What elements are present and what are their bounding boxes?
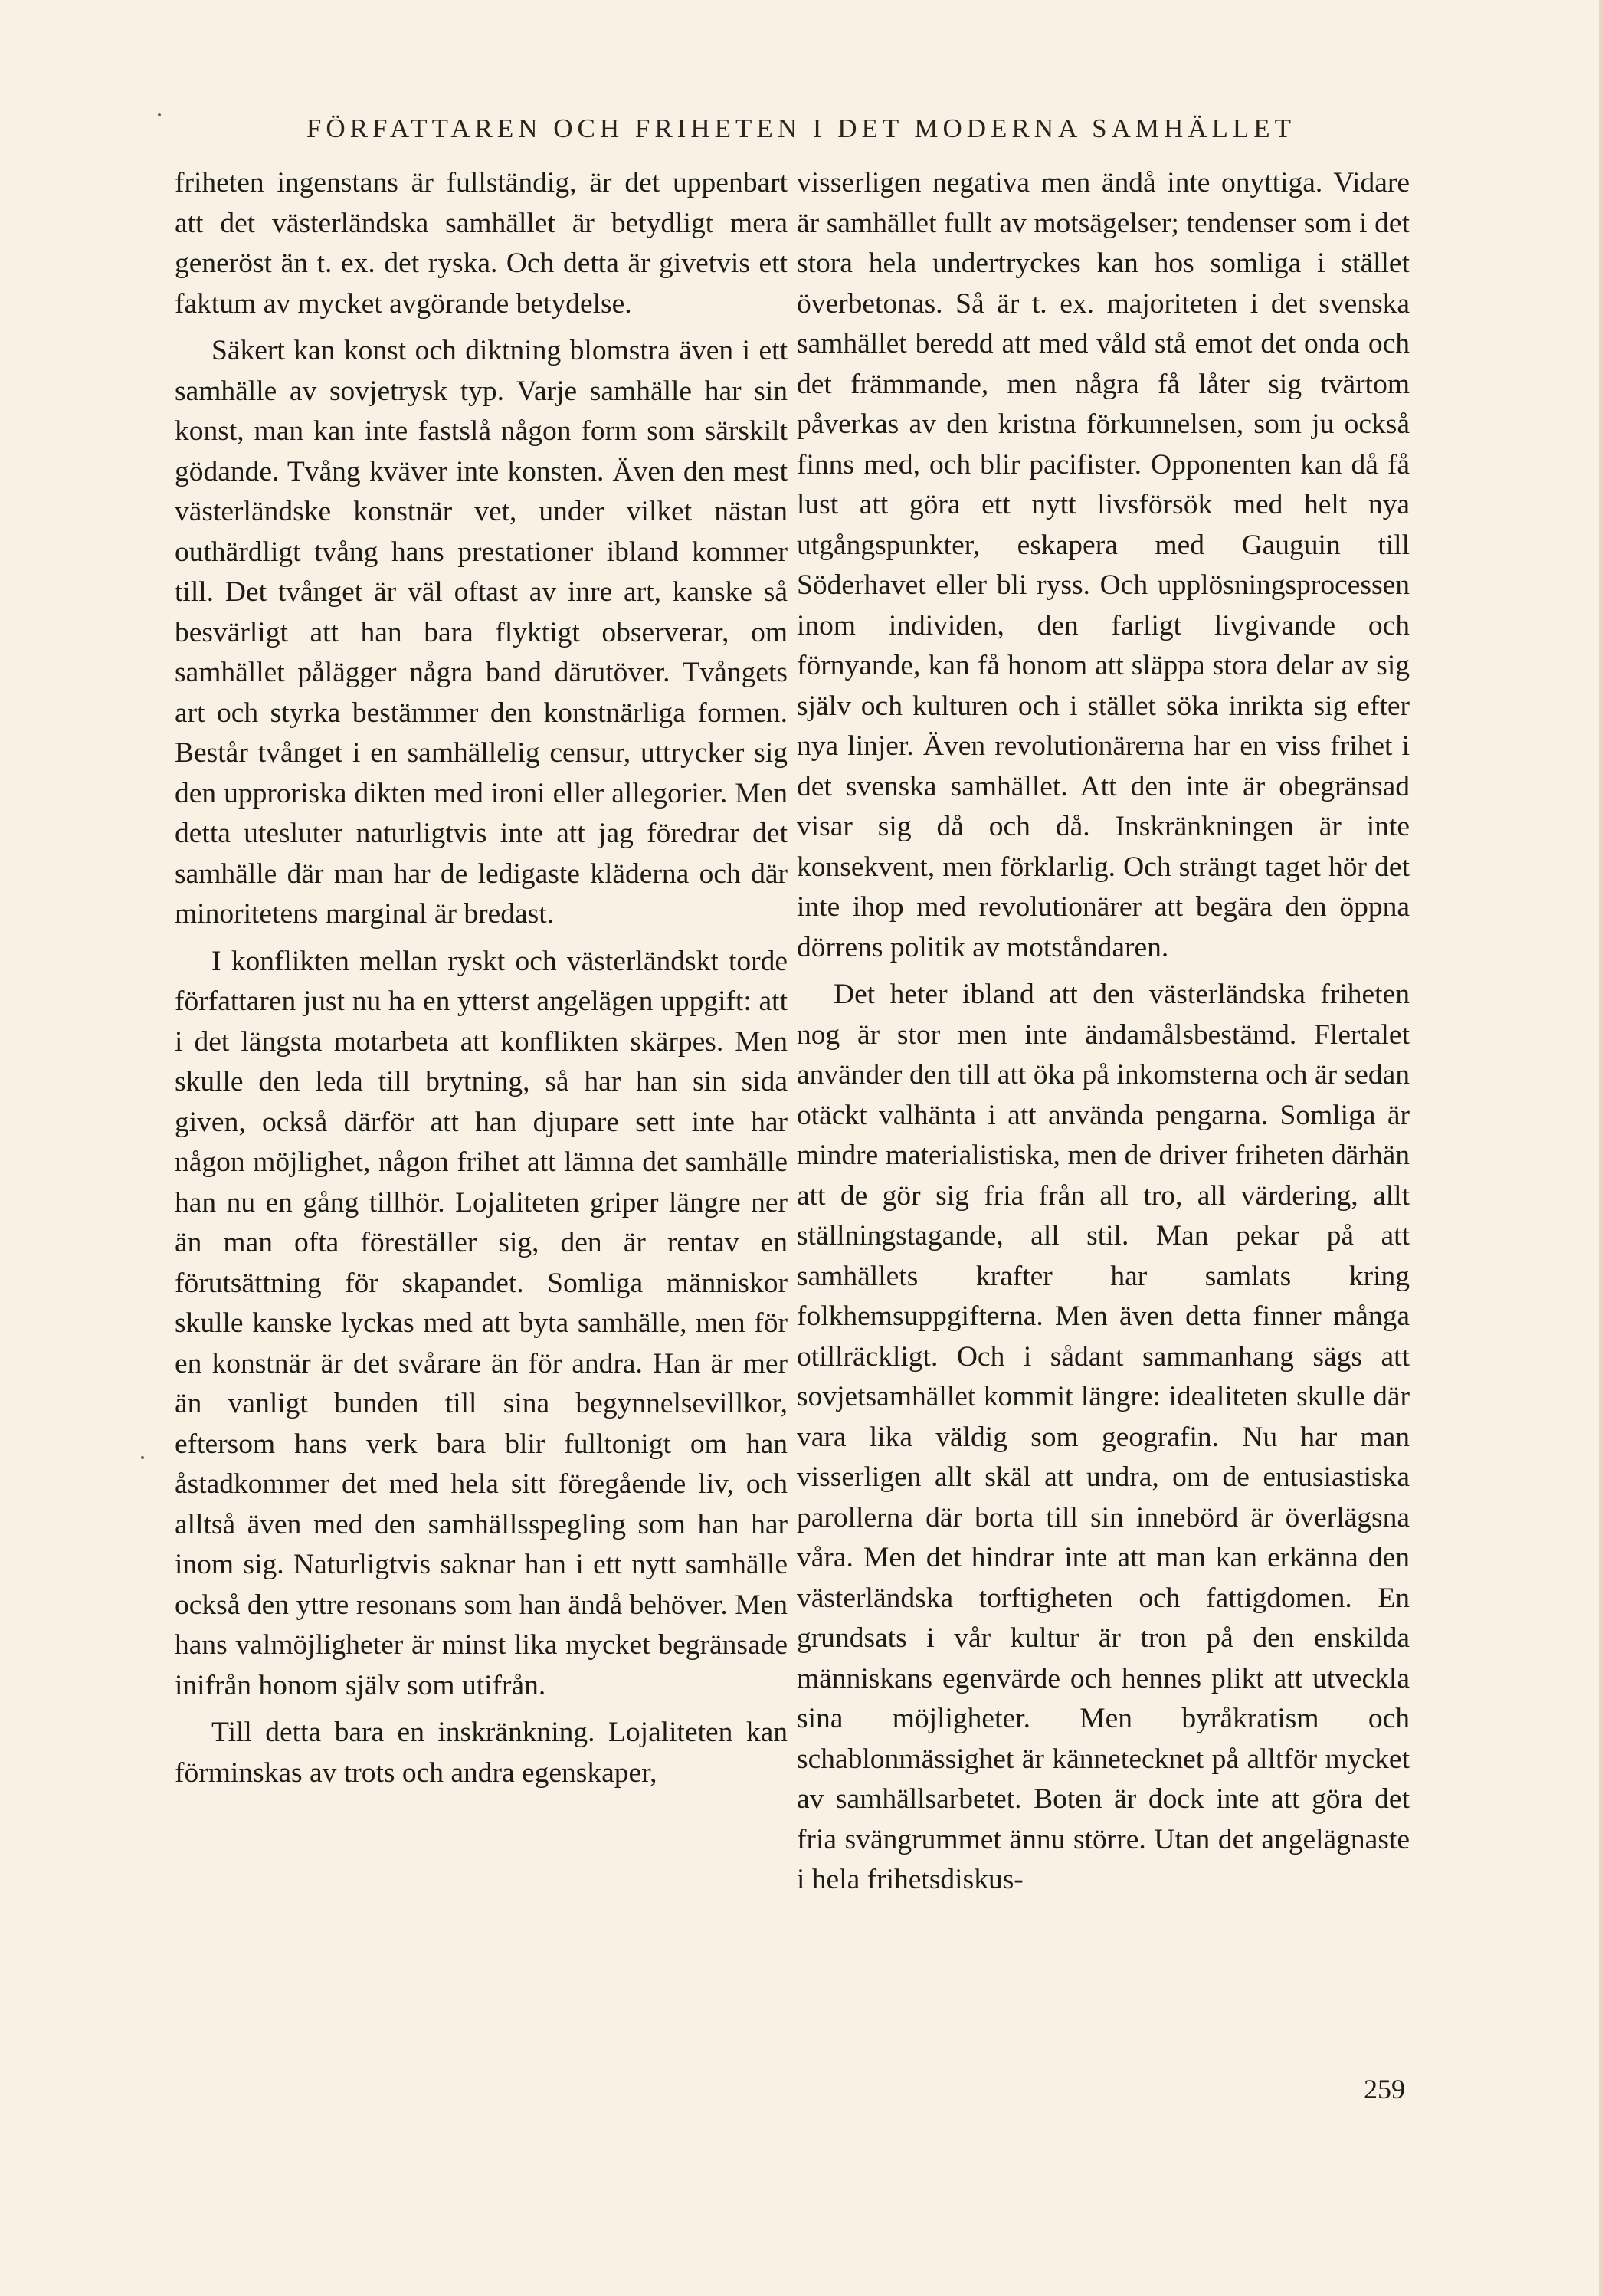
page-number: 259	[1364, 2074, 1405, 2104]
right-paragraph-2: Det heter ibland att den västerländska friheten nog är stor men inte ändamålsbestämd. Flertalet använder den till att öka på inkomsterna och är sedan otäckt valhänta i att använda pengarna. Somliga är mindre materialistiska, men de driver friheten därhän att de gör sig fria från all tro, all värdering, allt ställningstagande, all stil. Man pekar på att samhällets krafter har samlats kring folkhemsuppgifterna. Men även detta finner många otillräckligt. Och i sådant sammanhang sägs att sovjetsamhället kommit längre: idealiteten skulle där vara lika väldig som geografin. Nu har man visserligen allt skäl att undra, om de entusiastiska parollerna där borta till sin innebörd är överlägsna våra. Men det hindrar inte att man kan erkänna den västerländska torftigheten och fattigdomen. En grundsats i vår kultur är tron på den enskilda människans egenvärde och hennes plikt att utveckla sina möjligheter. Men byråkratism och schablonmässighet är kännetecknet på alltför mycket av samhällsarbetet. Boten är dock inte att göra det fria svängrummet ännu större. Utan det angelägnaste i hela frihetsdiskus-	[797, 979, 1410, 1895]
left-paragraph-1: friheten ingenstans är fullständig, är det uppenbart att det västerländska samhället är betydligt mera generöst än t. ex. det ryska. Och detta är givetvis ett faktum av mycket avgörande betydelse.	[175, 167, 788, 320]
right-column	[797, 163, 1410, 1907]
print-speck	[141, 1456, 144, 1459]
left-column	[175, 163, 788, 1800]
left-paragraph-4: Till detta bara en inskränkning. Lojaliteten kan förminskas av trots och andra egenskaper,	[175, 1717, 788, 1789]
page-edge	[1599, 0, 1602, 2296]
left-paragraph-2: Säkert kan konst och diktning blomstra även i ett samhälle av sovjetrysk typ. Varje samhälle har sin konst, man kan inte fastslå någon form som särskilt gödande. Tvång kväver inte konsten. Även den mest västerländske konstnär vet, under vilket nästan outhärdligt tvång hans prestationer ibland kommer till. Det tvånget är väl oftast av inre art, kanske så besvärligt att han bara flyktigt observerar, om samhället pålägger några band därutöver. Tvångets art och styrka bestämmer den konstnärliga formen. Består tvånget i en samhällelig censur, uttrycker sig den upproriska dikten med ironi eller allegorier. Men detta utesluter naturligtvis inte att jag föredrar det samhälle där man har de ledigaste kläderna och där minoritetens marginal är bredast.	[175, 335, 788, 930]
running-head: FÖRFATTAREN OCH FRIHETEN I DET MODERNA SAMHÄLLET	[306, 113, 1296, 143]
right-paragraph-1: visserligen negativa men ändå inte onyttiga. Vidare är samhället fullt av motsägelser; tendenser som i det stora hela undertryckes kan hos somliga i stället överbetonas. Så är t. ex. majoriteten i det svenska samhället beredd att med våld stå emot det onda och det främmande, men några få låter sig tvärtom påverkas av den kristna förkunnelsen, som ju också finns med, och blir pacifister. Opponenten kan då få lust att göra ett nytt livsförsök med helt nya utgångspunkter, eskapera med Gauguin till Söderhavet eller bli ryss. Och upplösningsprocessen inom individen, den farligt livgivande och förnyande, kan få honom att släppa stora delar av sig själv och kulturen och i stället söka inrikta sig efter nya linjer. Även revolutionärerna har en viss frihet i det svenska samhället. Att den inte är obegränsad visar sig då och då. Inskränkningen är inte konsekvent, men förklarlig. Och strängt taget hör det inte ihop med revolutionärer att begära den öppna dörrens politik av motståndaren.	[797, 167, 1410, 963]
left-paragraph-3: I konflikten mellan ryskt och västerländskt torde författaren just nu ha en ytterst angelägen uppgift: att i det längsta motarbeta att konflikten skärpes. Men skulle den leda till brytning, så har han sin sida given, också därför att han djupare sett inte har någon möjlighet, någon frihet att lämna det samhälle han nu en gång tillhör. Lojaliteten griper längre ner än man ofta föreställer sig, den är rentav en förutsättning för skapandet. Somliga människor skulle kanske lyckas med att byta samhälle, men för en konstnär är det svårare än för andra. Han är mer än vanligt bunden till sina begynnelsevillkor, eftersom hans verk bara blir fulltonigt om han åstadkommer det med hela sitt föregående liv, och alltså även med den samhällsspegling som han har inom sig. Naturligtvis saknar han i ett nytt samhälle också den yttre resonans som han ändå behöver. Men hans valmöjligheter är minst lika mycket begränsade inifrån honom själv som utifrån.	[175, 945, 788, 1701]
